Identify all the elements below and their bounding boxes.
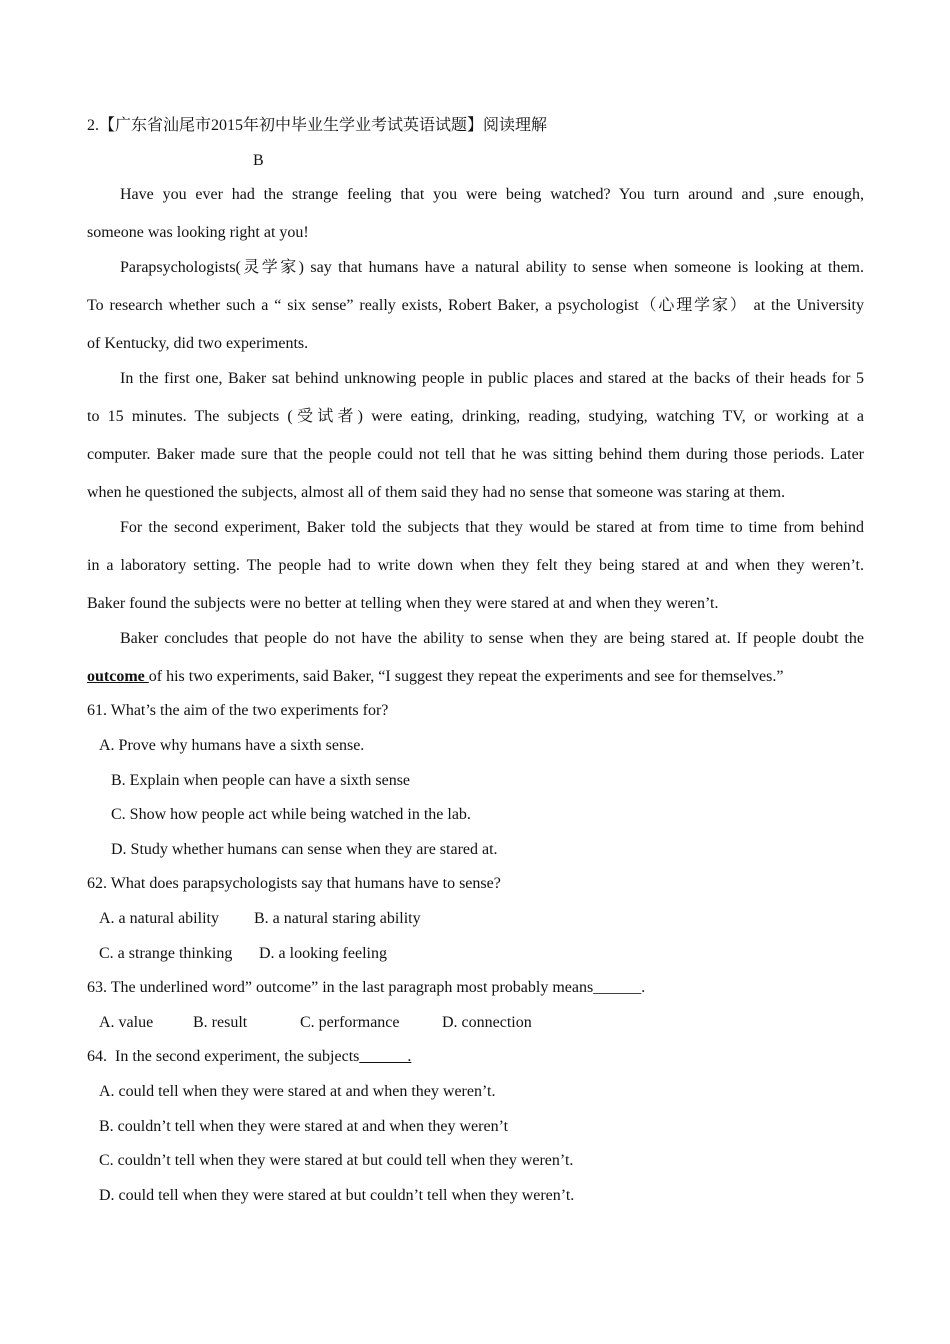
question-61-option-a: A. Prove why humans have a sixth sense. <box>99 737 365 754</box>
question-64-option-c: C. couldn’t tell when they were stared at but could tell when they weren’t. <box>99 1152 574 1169</box>
question-62-option-c: C. a strange thinking <box>99 945 233 962</box>
source-heading: 2.【广东省汕尾市2015年初中毕业生学业考试英语试题】阅读理解 <box>87 117 548 134</box>
paragraph-4-line-3: Baker found the subjects were no better at telling when they were stared at and when they weren’t. <box>87 595 719 612</box>
question-63-option-a: A. value <box>99 1014 154 1031</box>
paragraph-2-line-2: To research whether such a “ six sense” really exists, Robert Baker, a psychologist（心理学家） at the University <box>87 297 864 314</box>
question-62-option-d: D. a looking feeling <box>259 945 387 962</box>
question-61-option-d: D. Study whether humans can sense when they are stared at. <box>111 841 498 858</box>
question-63-option-c: C. performance <box>300 1014 400 1031</box>
question-63-option-d: D. connection <box>442 1014 532 1031</box>
paragraph-5-line-2-rest: of his two experiments, said Baker, “I suggest they repeat the experiments and see for themselves.” <box>148 668 784 685</box>
question-64-option-d: D. could tell when they were stared at but couldn’t tell when they weren’t. <box>99 1187 575 1204</box>
question-64-blank: ______. <box>359 1048 412 1065</box>
paragraph-4-line-2: in a laboratory setting. The people had to write down when they felt they being stared at and when they weren’t. <box>87 557 864 574</box>
question-61-option-c: C. Show how people act while being watched in the lab. <box>111 806 471 823</box>
question-64-stem-text: 64. In the second experiment, the subjects <box>87 1048 360 1065</box>
section-letter: B <box>253 152 264 169</box>
paragraph-3-line-4: when he questioned the subjects, almost all of them said they had no sense that someone was staring at them. <box>87 484 786 501</box>
question-62-option-a: A. a natural ability <box>99 910 219 927</box>
question-64-option-a: A. could tell when they were stared at and when they weren’t. <box>99 1083 496 1100</box>
paragraph-5-line-1: Baker concludes that people do not have the ability to sense when they are being stared at. If people doubt the <box>120 630 864 647</box>
paragraph-1-line-1: Have you ever had the strange feeling that you were being watched? You turn around and ,sure enough, <box>120 186 864 203</box>
question-63-stem: 63. The underlined word” outcome” in the last paragraph most probably means______. <box>87 979 646 996</box>
question-62-option-b: B. a natural staring ability <box>254 910 421 927</box>
paragraph-1-line-2: someone was looking right at you! <box>87 224 309 241</box>
paragraph-4-line-1: For the second experiment, Baker told the subjects that they would be stared at from time to time from behind <box>120 519 864 536</box>
paragraph-5-line-2 <box>87 667 783 687</box>
question-61-option-b: B. Explain when people can have a sixth sense <box>111 772 411 789</box>
paragraph-3-line-3: computer. Baker made sure that the people could not tell that he was sitting behind them during those periods. Later <box>87 446 864 463</box>
paragraph-2-line-1: Parapsychologists(灵学家) say that humans have a natural ability to sense when someone is looking at them. <box>120 259 864 276</box>
question-62-stem: 62. What does parapsychologists say that humans have to sense? <box>87 875 501 892</box>
paragraph-3-line-1: In the first one, Baker sat behind unknowing people in public places and stared at the backs of their heads for 5 <box>120 370 864 387</box>
underlined-word-outcome: outcome <box>87 668 149 685</box>
question-61-stem: 61. What’s the aim of the two experiments for? <box>87 702 389 719</box>
question-63-option-b: B. result <box>193 1014 248 1031</box>
question-64-option-b: B. couldn’t tell when they were stared at and when they weren’t <box>99 1118 509 1135</box>
paragraph-2-line-3: of Kentucky, did two experiments. <box>87 335 309 352</box>
question-64-stem <box>87 1047 411 1067</box>
paragraph-3-line-2: to 15 minutes. The subjects (受试者) were eating, drinking, reading, studying, watching TV, or working at a <box>87 408 864 425</box>
